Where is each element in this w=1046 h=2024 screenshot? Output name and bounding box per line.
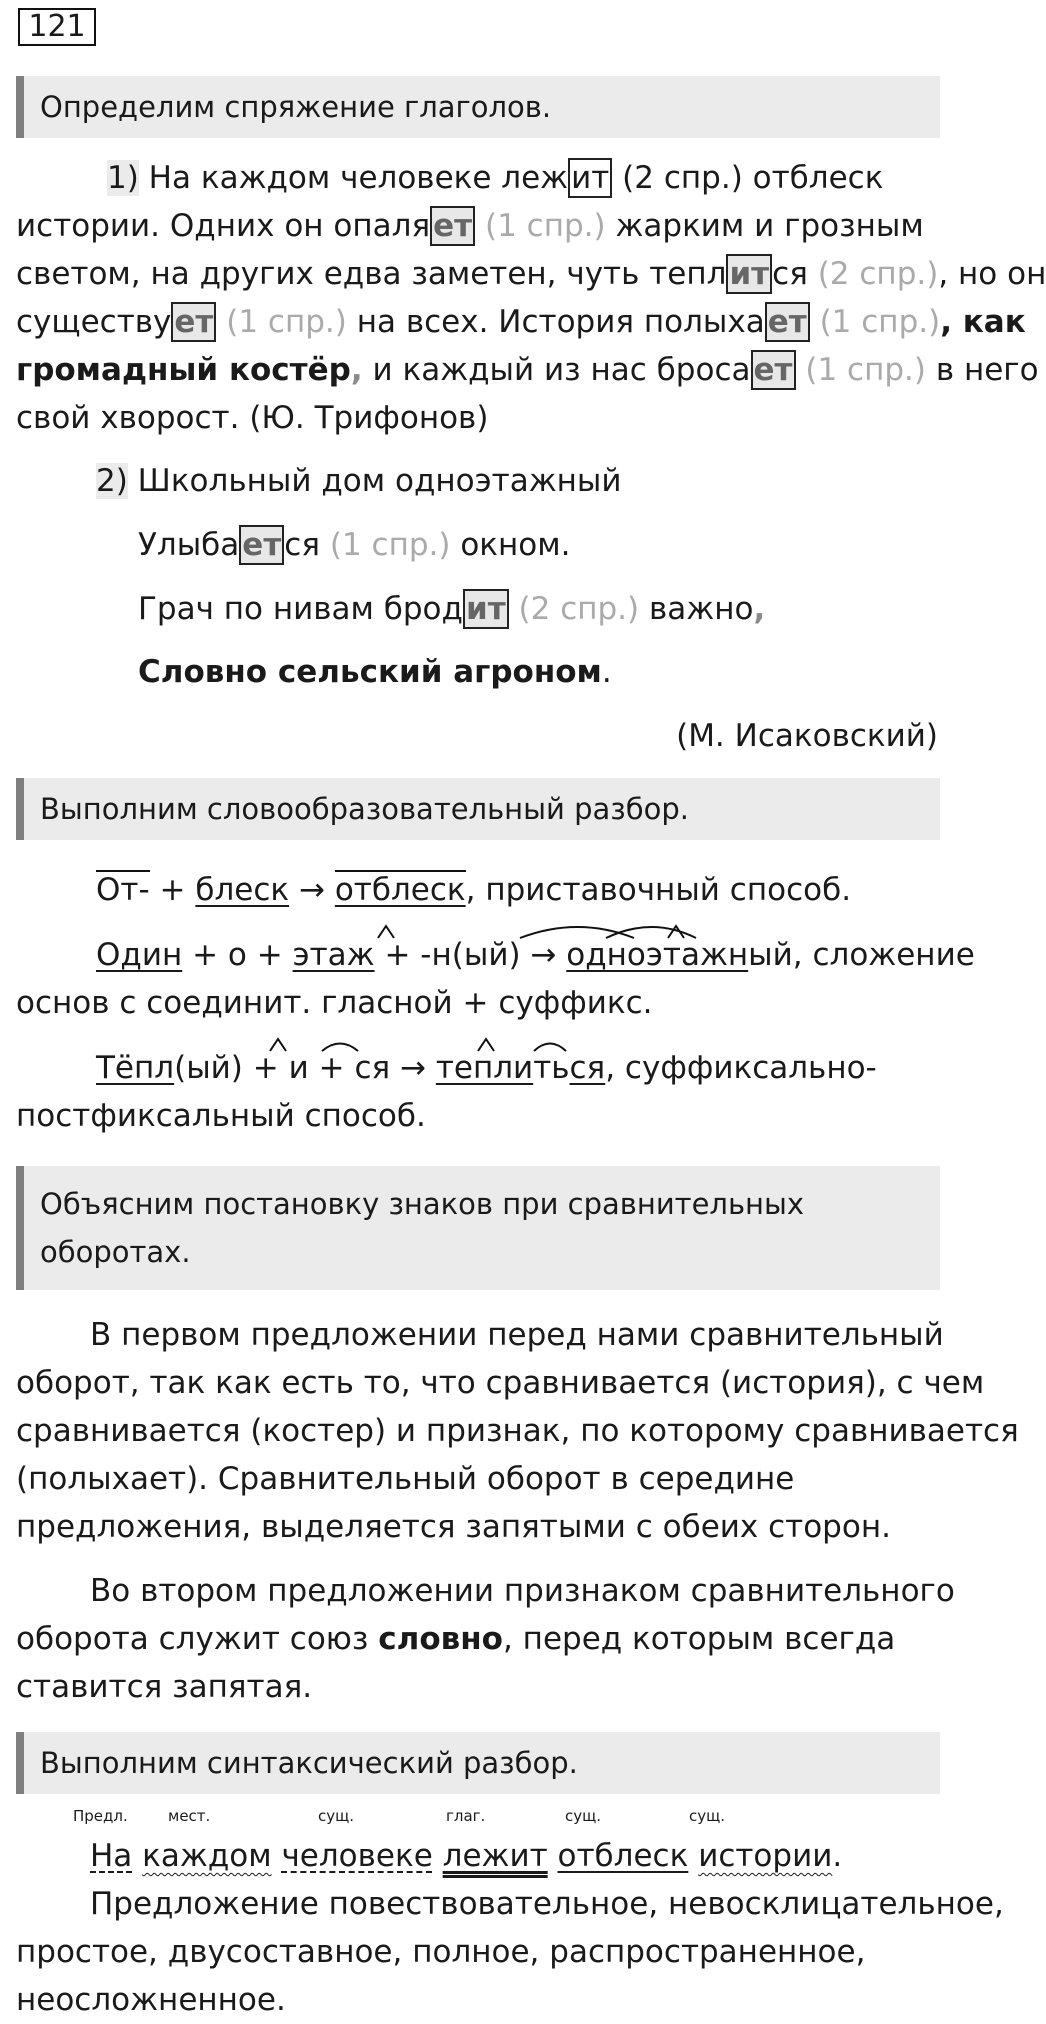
wf-row2: Один + о + этаж + -н(ый) → одноэтажный, сложение: [96, 937, 975, 973]
syntax-desc-line1: Предложение повествовательное, невосклицательное,: [90, 1886, 1004, 1922]
punct-p1-line5: предложения, выделяется запятыми с обеих сторон.: [16, 1509, 891, 1545]
syntax-desc-line3: неосложненное.: [16, 1982, 286, 2018]
pos-label-pron: мест.: [168, 1807, 211, 1825]
p1-line4: существует (1 спр.) на всех. История полыхает (1 спр.), как: [16, 304, 1026, 340]
pos-label-verb: глаг.: [446, 1807, 486, 1825]
p1-line3: светом, на других едва заметен, чуть теплится (2 спр.), но он: [16, 256, 1046, 292]
punct-p2-line3: ставится запятая.: [16, 1669, 313, 1705]
pos-label-noun-3: сущ.: [689, 1807, 726, 1825]
section-header-syntax: Выполним синтаксический разбор.: [16, 1732, 940, 1794]
punct-p1-line3: сравнивается (костер) и признак, по которому сравнивается: [16, 1413, 1019, 1449]
wf-row2b: основ с соединит. гласной + суффикс.: [16, 985, 653, 1021]
word-obj: человеке: [281, 1838, 433, 1874]
wf-row1: От- + блеск → отблеск, приставочный способ.: [96, 872, 852, 908]
section-header-punctuation: [16, 1166, 940, 1290]
pos-label-prep: Предл.: [73, 1807, 128, 1825]
punct-p1-line1: В первом предложении перед нами сравнительный: [90, 1317, 944, 1353]
section-header-word-formation: Выполним словообразовательный разбор.: [16, 778, 940, 840]
wf-row3: Тёпл(ый) + и + ся → теплиться, суффиксально-: [96, 1050, 877, 1086]
word-attr: каждом: [142, 1838, 272, 1874]
word-attr-2: истории: [698, 1838, 833, 1874]
syntax-desc-line2: простое, двусоставное, полное, распространенное,: [16, 1934, 866, 1970]
word-predicate: лежит: [442, 1838, 548, 1874]
punct-p2-line2: оборота служит союз словно, перед которым всегда: [16, 1621, 896, 1657]
punct-p2-line1: Во втором предложении признаком сравнительного: [90, 1573, 955, 1609]
p2-line1: Улыбается (1 спр.) окном.: [138, 527, 571, 563]
wf-row3b: постфиксальный способ.: [16, 1098, 426, 1134]
p2-line3: Словно сельский агроном.: [138, 654, 612, 690]
p2-line2: Грач по нивам бродит (2 спр.) важно,: [138, 591, 766, 627]
p2-title: 2) Школьный дом одноэтажный: [96, 463, 622, 499]
pos-label-noun-2: сущ.: [565, 1807, 602, 1825]
word-prep: На: [90, 1838, 133, 1874]
punct-p1-line2: оборот, так как есть то, что сравнивается (история), с чем: [16, 1365, 985, 1401]
p1-line6: свой хворост. (Ю. Трифонов): [16, 400, 489, 436]
exercise-number: 121: [18, 8, 96, 46]
p2-author: (М. Исаковский): [676, 718, 938, 754]
syntax-sentence: На каждом человеке лежит отблеск истории.: [90, 1838, 843, 1874]
section-header-conjugation: Определим спряжение глаголов.: [16, 76, 940, 138]
word-subject: отблеск: [557, 1838, 689, 1874]
punct-title-line2: оборотах.: [40, 1235, 191, 1269]
p1-line2: истории. Одних он опаляет (1 спр.) жарким и грозным: [16, 208, 924, 244]
p1-line1: 1) На каждом человеке лежит (2 спр.) отблеск: [107, 160, 884, 196]
punct-p1-line4: (полыхает). Сравнительный оборот в середине: [16, 1461, 795, 1497]
p1-line5: громадный костёр, и каждый из нас бросает (1 спр.) в него: [16, 352, 1039, 388]
pos-label-noun-1: сущ.: [318, 1807, 355, 1825]
punct-title-line1: Объясним постановку знаков при сравнительных: [40, 1187, 805, 1221]
